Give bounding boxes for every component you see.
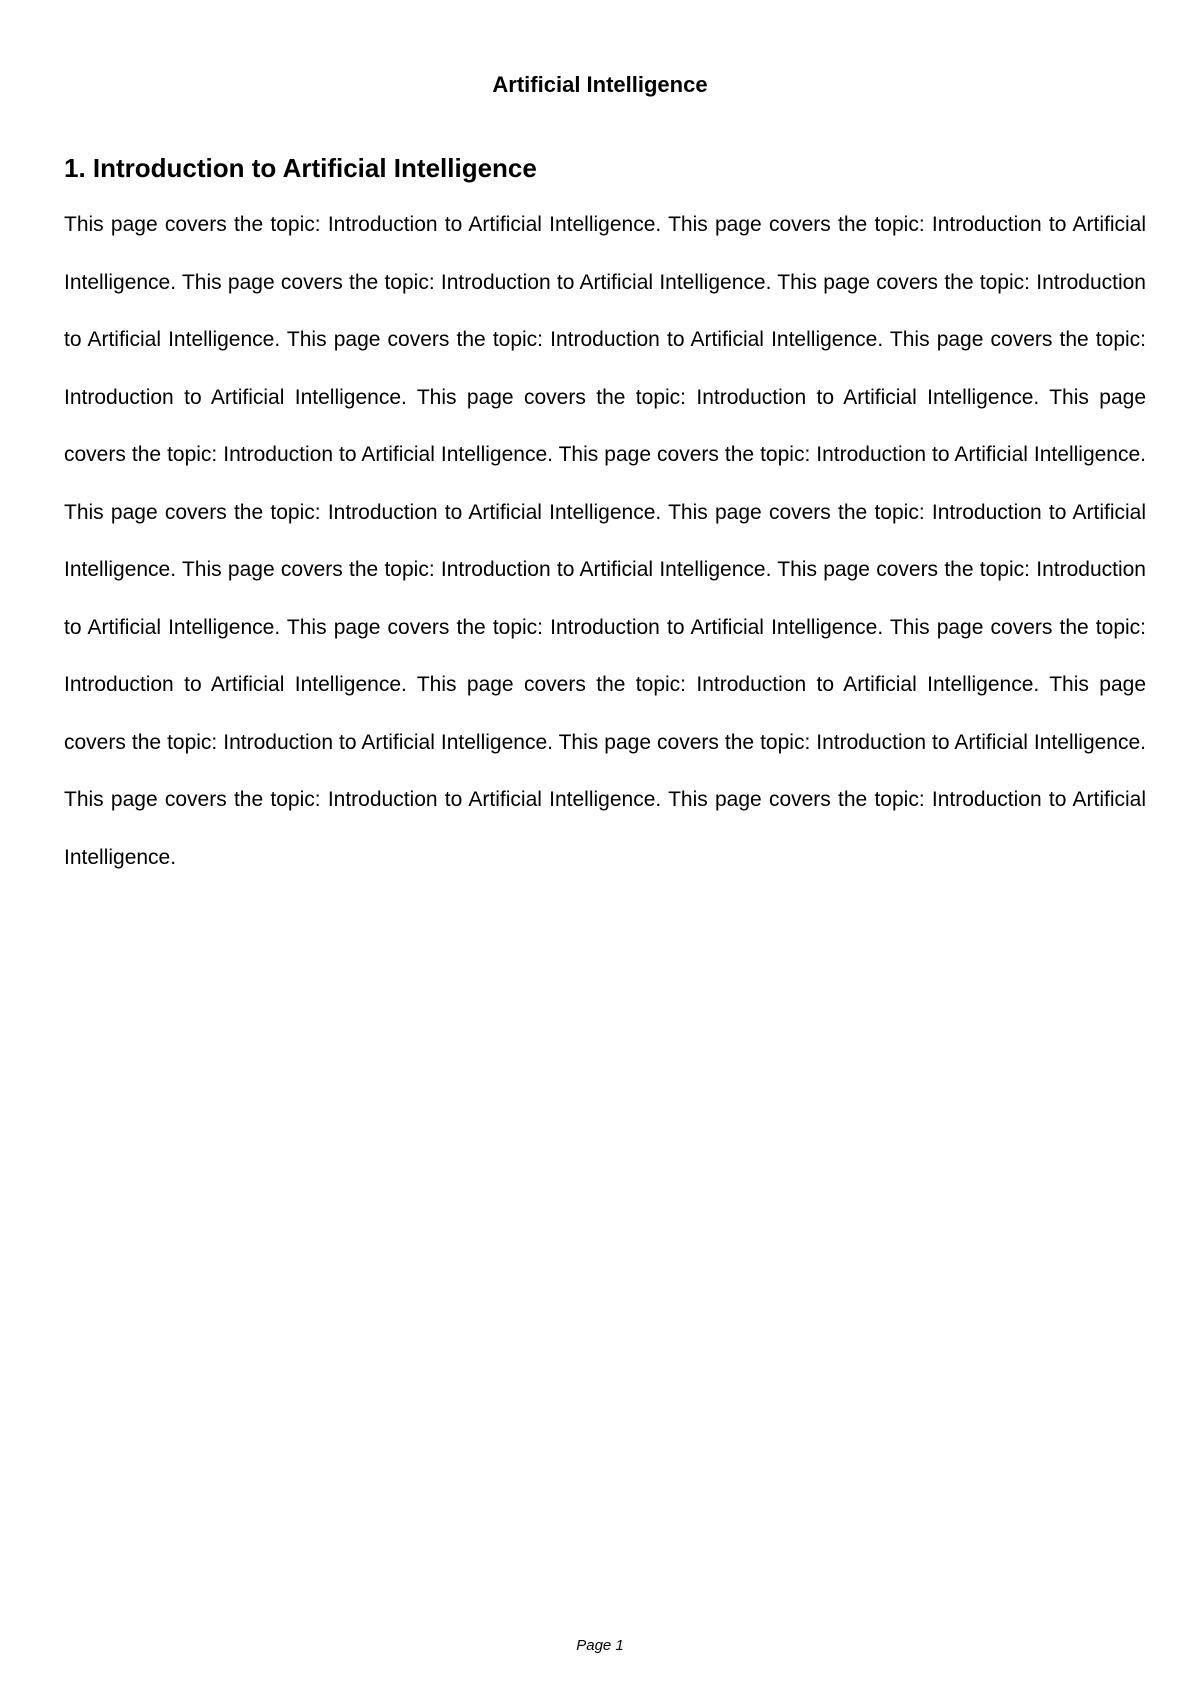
section-body-paragraph: This page covers the topic: Introduction to Artificial Intelligence. This page covers the topic: Introduction to Artificial Intelligence. This page covers the topic: Introduction to Artificial Intelligence. This page covers the topic: Introduction to Artificial Intelligence. This page covers the topic: Introduction to Artificial Intelligence. This page covers the topic: Introduction to Artificial Intelligence. This page covers the topic: Introduction to Artificial Intelligence. This page covers the topic: Introduction to Artificial Intelligence. This page covers the topic: Introduction to Artificial Intelligence. This page covers the topic: Introduction to Artificial Intelligence. This page covers the topic: Introduction to Artificial Intelligence. This page covers the topic: Introduction to Artificial Intelligence. This page covers the topic: Introduction to Artificial Intelligence. This page covers the topic: Introduction to Artificial Intelligence. This page covers the topic: Introduction to Artificial Intelligence. This page covers the topic: Introduction to Artificial Intelligence. This page covers the topic: Introduction to Artificial Intelligence. This page covers the topic: Introduction to Artificial Intelligence. This page covers the topic: Introduction to Artificial Intelligence. This page covers the topic: Introduction to Artificial Intelligence. [64,213,1146,869]
running-header-title: Artificial Intelligence [492,72,708,97]
page-number: Page 1 [576,1637,624,1654]
section-content [64,150,1146,886]
section-heading: 1. Introduction to Artificial Intelligence [64,153,537,183]
